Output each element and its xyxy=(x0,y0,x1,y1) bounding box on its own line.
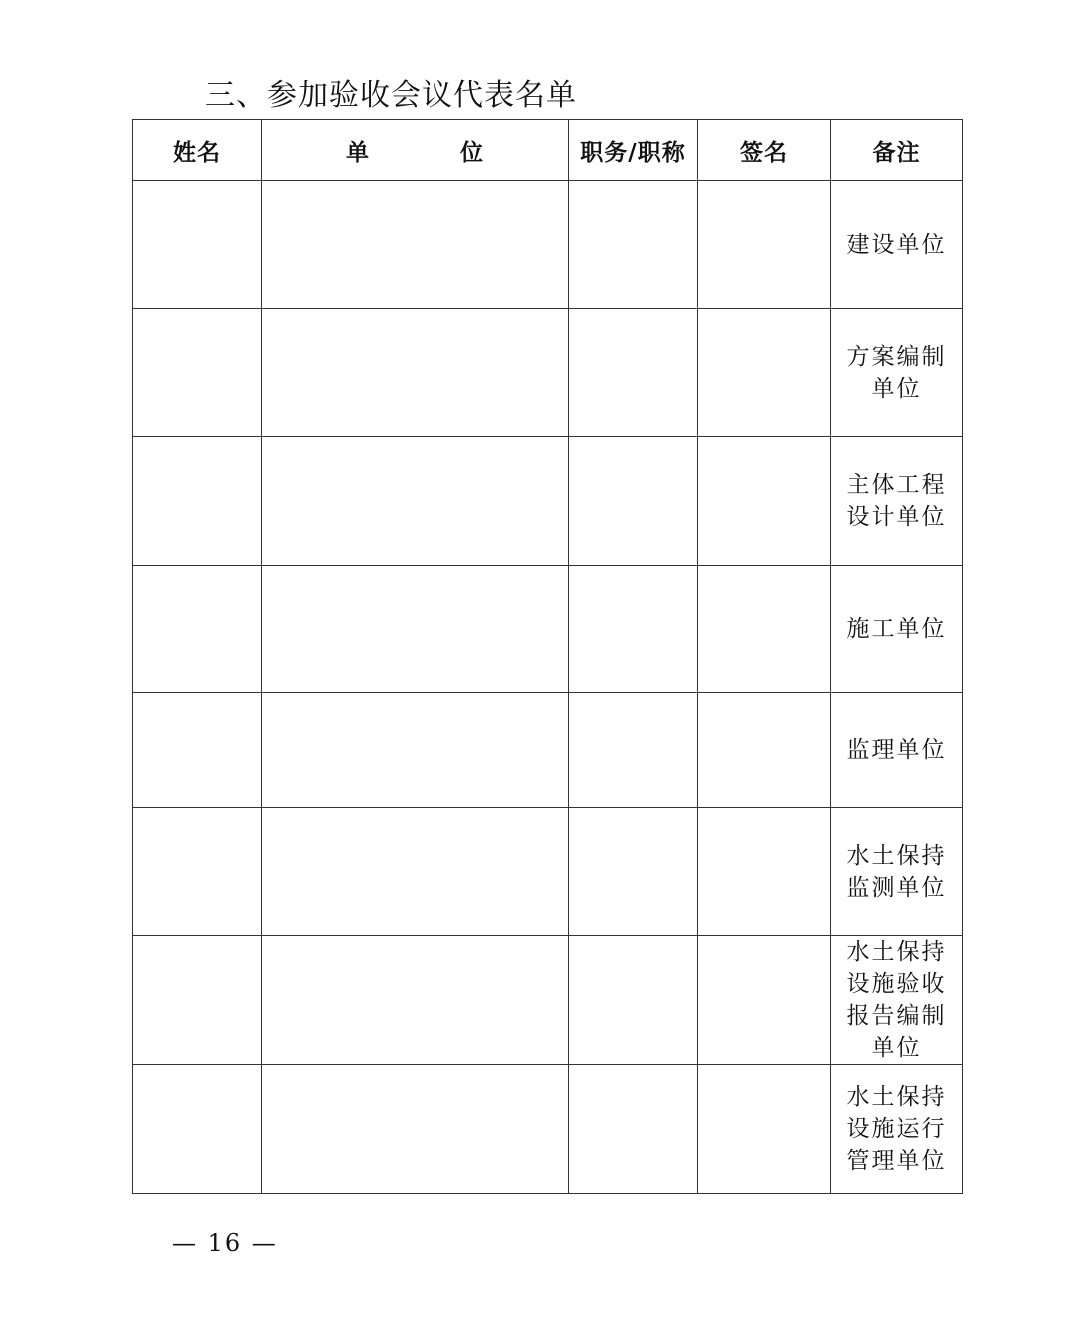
table-row xyxy=(133,181,963,309)
remarks-cell xyxy=(831,181,963,309)
remarks-line: 报告编制 xyxy=(846,1003,947,1029)
section-heading: 三、参加验收会议代表名单 xyxy=(205,78,577,113)
remarks-line: 主体工程 xyxy=(846,472,947,498)
table-row xyxy=(133,566,963,693)
remarks-line: 施工单位 xyxy=(846,616,947,642)
title-cell[interactable] xyxy=(569,1065,698,1194)
remarks-line: 监理单位 xyxy=(846,737,947,763)
table-body xyxy=(133,181,963,1194)
name-cell[interactable] xyxy=(133,566,262,693)
signature-cell[interactable] xyxy=(698,437,831,566)
title-cell[interactable] xyxy=(569,437,698,566)
table-header-row xyxy=(133,120,963,181)
name-cell[interactable] xyxy=(133,309,262,437)
column-header-name: 姓名 xyxy=(133,120,262,181)
signature-cell[interactable] xyxy=(698,936,831,1065)
remarks-cell xyxy=(831,566,963,693)
remarks-line: 设施验收 xyxy=(846,971,947,997)
remarks-cell xyxy=(831,437,963,566)
name-cell[interactable] xyxy=(133,693,262,808)
column-header-unit-part2: 位 xyxy=(460,139,484,166)
signature-cell[interactable] xyxy=(698,309,831,437)
remarks-cell xyxy=(831,936,963,1065)
remarks-line: 单位 xyxy=(871,375,922,402)
column-header-title: 职务/职称 xyxy=(569,120,698,181)
name-cell[interactable] xyxy=(133,437,262,566)
unit-cell[interactable] xyxy=(262,566,569,693)
remarks-line: 设计单位 xyxy=(846,504,947,530)
name-cell[interactable] xyxy=(133,808,262,936)
remarks-cell xyxy=(831,808,963,936)
remarks-line: 监测单位 xyxy=(846,874,947,901)
unit-cell[interactable] xyxy=(262,808,569,936)
unit-cell[interactable] xyxy=(262,437,569,566)
table-row xyxy=(133,936,963,1065)
remarks-line: 设施运行 xyxy=(846,1116,947,1142)
name-cell[interactable] xyxy=(133,936,262,1065)
remarks-cell xyxy=(831,309,963,437)
title-cell[interactable] xyxy=(569,566,698,693)
signature-cell[interactable] xyxy=(698,1065,831,1194)
page-number: — 16 — xyxy=(172,1229,278,1257)
column-header-unit xyxy=(262,120,569,181)
column-header-unit-part1: 单 xyxy=(346,139,370,166)
title-cell[interactable] xyxy=(569,309,698,437)
title-cell[interactable] xyxy=(569,693,698,808)
title-cell[interactable] xyxy=(569,181,698,309)
remarks-line: 管理单位 xyxy=(846,1148,947,1174)
signature-cell[interactable] xyxy=(698,181,831,309)
table-row xyxy=(133,309,963,437)
unit-cell[interactable] xyxy=(262,309,569,437)
remarks-line: 建设单位 xyxy=(846,231,947,258)
unit-cell[interactable] xyxy=(262,181,569,309)
remarks-cell xyxy=(831,693,963,808)
column-header-remarks: 备注 xyxy=(831,120,963,181)
title-cell[interactable] xyxy=(569,936,698,1065)
remarks-line: 水土保持 xyxy=(846,939,947,965)
remarks-line: 水土保持 xyxy=(846,842,947,869)
attendee-table xyxy=(132,119,963,1194)
signature-cell[interactable] xyxy=(698,566,831,693)
remarks-cell xyxy=(831,1065,963,1194)
name-cell[interactable] xyxy=(133,1065,262,1194)
signature-cell[interactable] xyxy=(698,693,831,808)
remarks-line: 单位 xyxy=(871,1035,922,1061)
column-header-signature: 签名 xyxy=(698,120,831,181)
table-row xyxy=(133,1065,963,1194)
remarks-line: 水土保持 xyxy=(846,1084,947,1110)
unit-cell[interactable] xyxy=(262,936,569,1065)
signature-cell[interactable] xyxy=(698,808,831,936)
unit-cell[interactable] xyxy=(262,1065,569,1194)
table-row xyxy=(133,693,963,808)
name-cell[interactable] xyxy=(133,181,262,309)
title-cell[interactable] xyxy=(569,808,698,936)
table-row xyxy=(133,808,963,936)
table-row xyxy=(133,437,963,566)
unit-cell[interactable] xyxy=(262,693,569,808)
remarks-line: 方案编制 xyxy=(846,343,947,370)
